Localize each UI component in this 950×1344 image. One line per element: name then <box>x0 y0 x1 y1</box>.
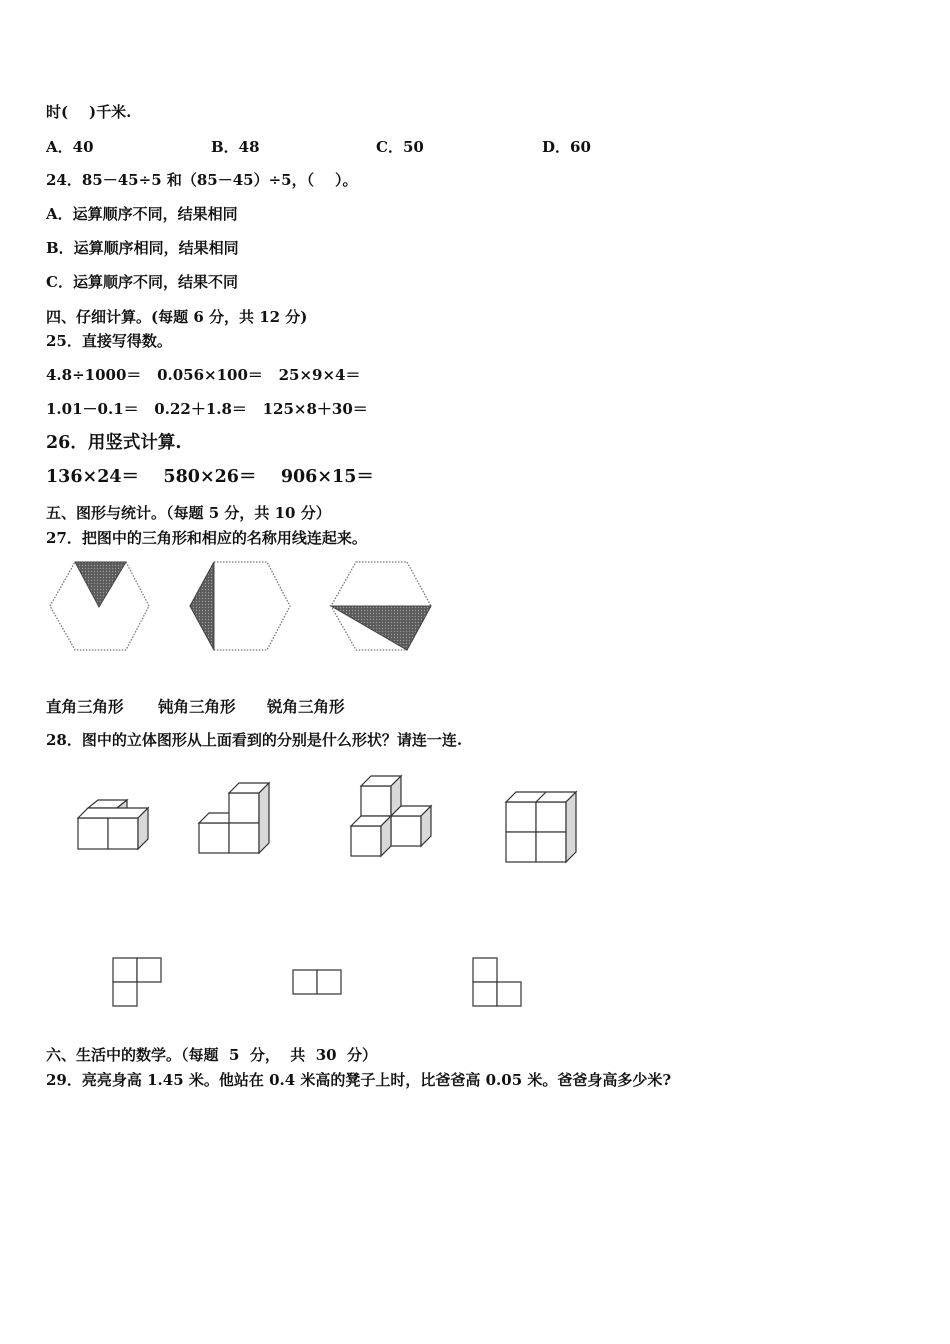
q24-option-b[interactable]: B．运算顺序相同，结果相同 <box>46 239 239 257</box>
solid-figure-3[interactable] <box>351 776 431 856</box>
q26-row: 136×24＝ 580×26＝ 906×15＝ <box>46 467 374 487</box>
q23-option-a[interactable]: A．40 <box>46 138 94 156</box>
q23-option-b[interactable]: B．48 <box>211 138 260 156</box>
triangle-shape-3[interactable] <box>331 606 431 650</box>
q28-question: 28．图中的立体图形从上面看到的分别是什么形状？请连一连. <box>46 731 463 749</box>
top-view-3[interactable] <box>473 958 521 1006</box>
q24-option-c[interactable]: C．运算顺序不同，结果不同 <box>46 273 238 291</box>
q23-continuation: 时( )千米. <box>46 103 132 121</box>
solid-figure-4[interactable] <box>506 792 576 862</box>
q23-option-c[interactable]: C．50 <box>376 138 424 156</box>
q25-row2: 1.01－0.1＝ 0.22＋1.8＝ 125×8＋30＝ <box>46 400 368 418</box>
solid-figure-1[interactable] <box>78 800 148 849</box>
q25-row1: 4.8÷1000＝ 0.056×100＝ 25×9×4＝ <box>46 366 361 384</box>
name-acute-triangle[interactable]: 锐角三角形 <box>267 697 345 716</box>
q24-question: 24．85－45÷5 和（85－45）÷5，（ ）。 <box>46 171 358 189</box>
q23-option-d[interactable]: D．60 <box>542 138 591 156</box>
q24-option-a[interactable]: A．运算顺序不同，结果相同 <box>46 205 238 223</box>
hexagon-figure-3 <box>331 562 431 650</box>
triangle-shape-2[interactable] <box>190 562 214 650</box>
section4-heading: 四、仔细计算。(每题 6 分，共 12 分) <box>46 308 308 326</box>
name-right-triangle[interactable]: 直角三角形 <box>46 697 124 716</box>
top-view-2[interactable] <box>293 970 341 994</box>
q27-question: 27．把图中的三角形和相应的名称用线连起来。 <box>46 529 367 547</box>
solid-figure-2[interactable] <box>199 783 269 853</box>
q25-question: 25．直接写得数。 <box>46 332 172 350</box>
section6-heading: 六、生活中的数学。（每题 5 分， 共 30 分） <box>46 1046 378 1064</box>
triangle-shape-1[interactable] <box>75 562 126 607</box>
hexagon-figure-1 <box>50 562 149 650</box>
q26-question: 26．用竖式计算. <box>46 433 182 453</box>
hexagon-figure-2 <box>190 562 290 650</box>
name-obtuse-triangle[interactable]: 钝角三角形 <box>158 697 236 716</box>
q29-question: 29．亮亮身高 1.45 米。他站在 0.4 米高的凳子上时，比爸爸高 0.05 米。爸爸身高多少米? <box>46 1071 672 1089</box>
top-view-1[interactable] <box>113 958 161 1006</box>
section5-heading: 五、图形与统计。（每题 5 分，共 10 分） <box>46 504 331 522</box>
